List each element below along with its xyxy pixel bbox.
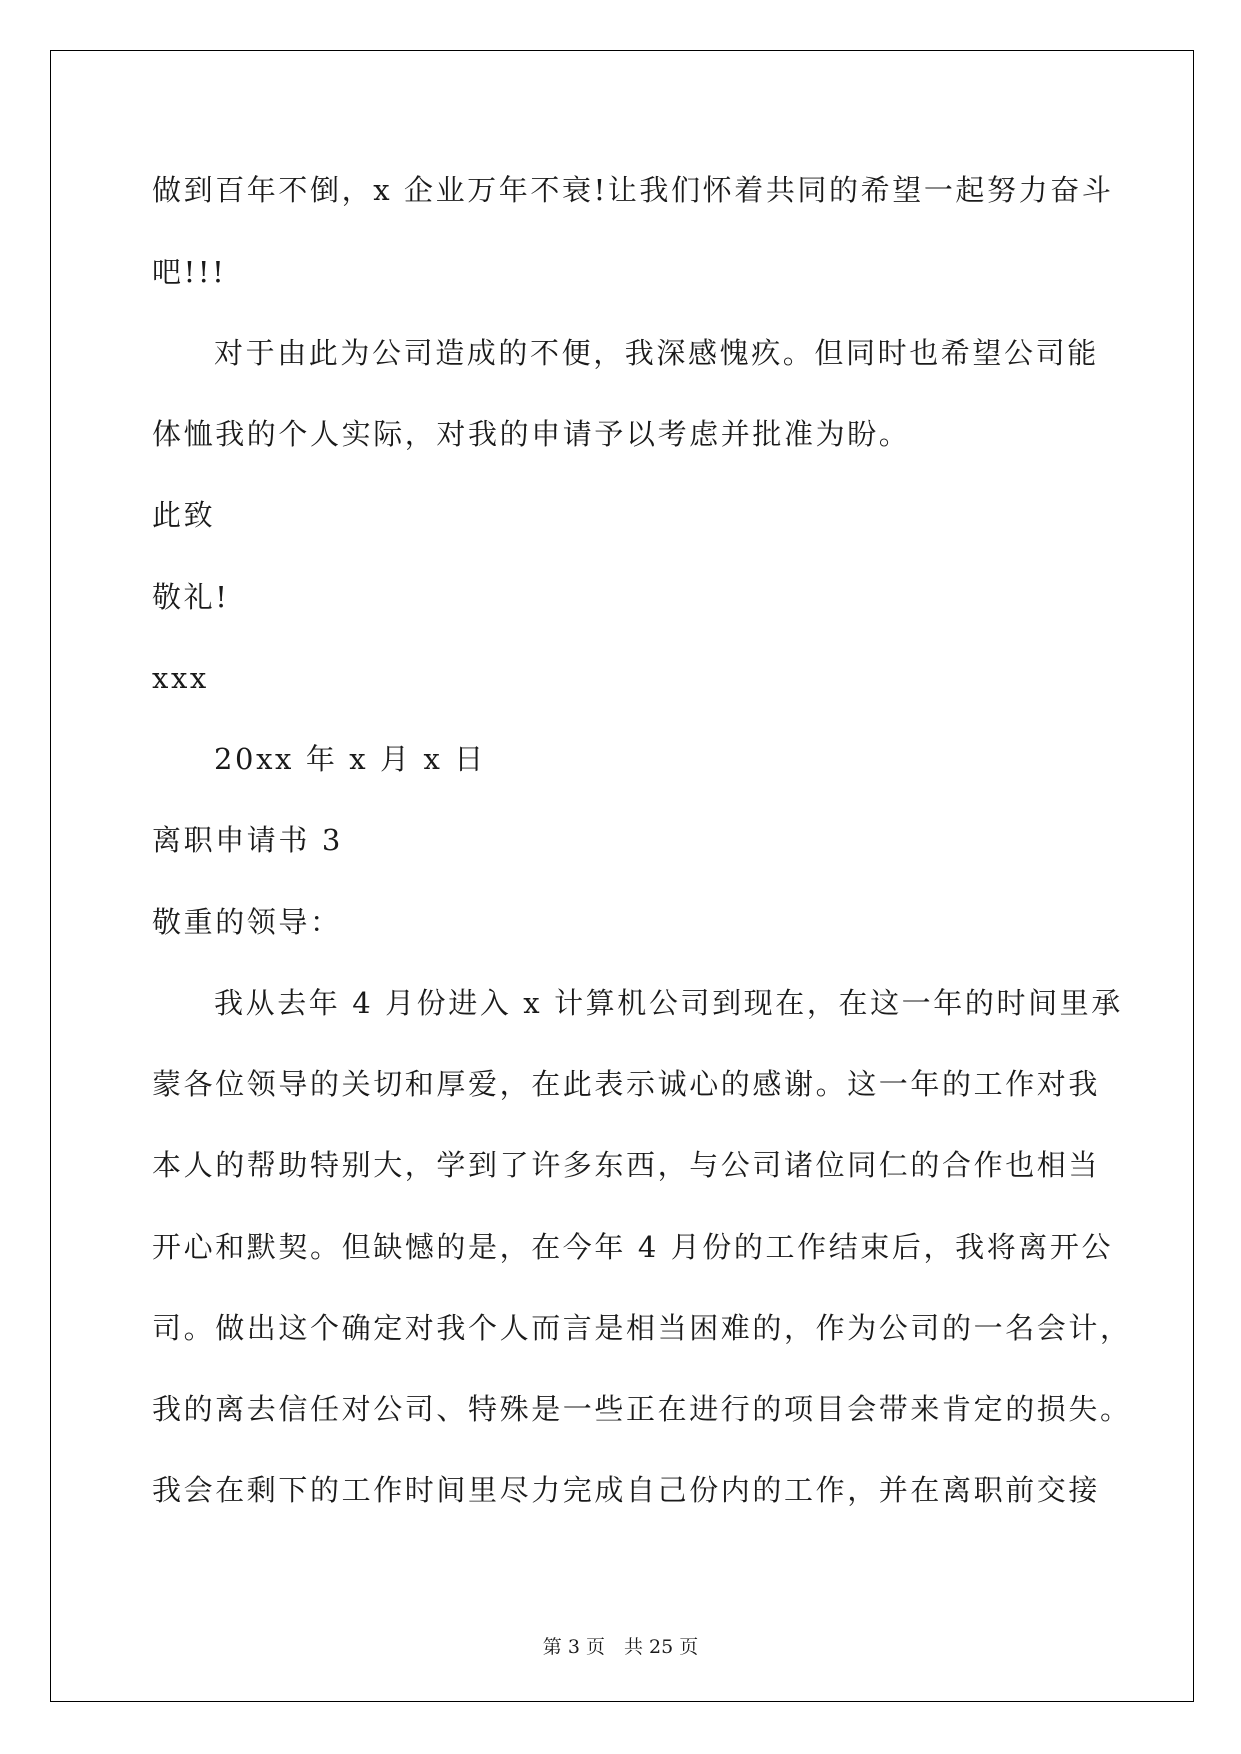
text-line: 做到百年不倒，x 企业万年不衰!让我们怀着共同的希望一起努力奋斗 — [152, 173, 1114, 207]
text-line: 本人的帮助特别大，学到了许多东西，与公司诸位同仁的合作也相当 — [152, 1148, 1101, 1182]
signature-name: xxx — [152, 661, 209, 695]
salutation-closing: 此致 — [152, 498, 216, 532]
signature-date: 20xx 年 x 月 x 日 — [214, 742, 486, 776]
text-line: 吧!!! — [152, 255, 227, 289]
salutation-regards: 敬礼! — [152, 580, 230, 614]
text-line: 蒙各位领导的关切和厚爱，在此表示诚心的感谢。这一年的工作对我 — [152, 1067, 1101, 1101]
text-line: 体恤我的个人实际，对我的申请予以考虑并批准为盼。 — [152, 417, 911, 451]
text-line: 开心和默契。但缺憾的是，在今年 4 月份的工作结束后，我将离开公 — [152, 1230, 1114, 1264]
text-line: 司。做出这个确定对我个人而言是相当困难的，作为公司的一名会计， — [152, 1311, 1132, 1345]
text-line: 对于由此为公司造成的不便，我深感愧疚。但同时也希望公司能 — [214, 336, 1099, 370]
page-number-footer: 第 3 页 共 25 页 — [542, 1636, 699, 1658]
greeting: 敬重的领导： — [152, 905, 342, 939]
text-line: 我从去年 4 月份进入 x 计算机公司到现在，在这一年的时间里承 — [214, 986, 1123, 1020]
text-line: 我会在剩下的工作时间里尽力完成自己份内的工作，并在离职前交接 — [152, 1473, 1101, 1507]
text-line: 我的离去信任对公司、特殊是一些正在进行的项目会带来肯定的损失。 — [152, 1392, 1132, 1426]
section-title: 离职申请书 3 — [152, 823, 343, 857]
page-border — [50, 50, 1194, 1702]
